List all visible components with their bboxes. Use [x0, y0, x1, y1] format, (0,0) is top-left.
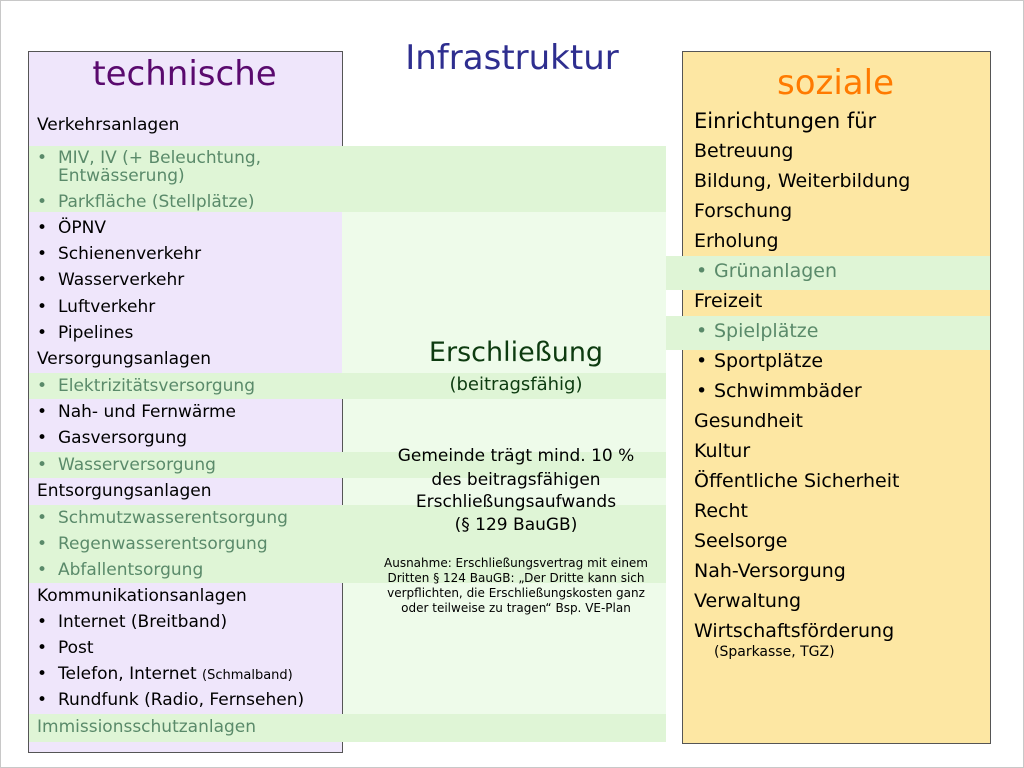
- item-post: Post: [58, 638, 94, 658]
- soziale-subheading: Einrichtungen für: [694, 109, 877, 133]
- item-regenwasser: Regenwasserentsorgung: [58, 534, 268, 554]
- small-line-2: Dritten § 124 BauGB: „Der Dritte kann sich: [387, 571, 645, 585]
- item-erholung: Erholung: [694, 230, 779, 252]
- item-freizeit: Freizeit: [694, 290, 763, 312]
- section-versorgungsanlagen: Versorgungsanlagen: [37, 349, 212, 369]
- section-verkehrsanlagen: Verkehrsanlagen: [37, 115, 180, 135]
- item-verwaltung: Verwaltung: [694, 590, 802, 612]
- item-kultur: Kultur: [694, 440, 751, 462]
- item-spielplaetze: Spielplätze: [714, 320, 819, 342]
- bullet: •: [37, 690, 48, 710]
- bullet: •: [696, 350, 708, 372]
- item-pipelines: Pipelines: [58, 323, 134, 343]
- item-wasserverkehr: Wasserverkehr: [58, 270, 185, 290]
- item-telefon: [58, 664, 293, 684]
- bullet: •: [37, 402, 48, 422]
- bullet: •: [37, 560, 48, 580]
- item-luft: Luftverkehr: [58, 297, 156, 317]
- bullet: •: [37, 297, 48, 317]
- bullet: •: [37, 218, 48, 238]
- item-telefon-small: (Schmalband): [202, 668, 293, 683]
- item-wasserversorgung: Wasserversorgung: [58, 455, 216, 475]
- bullet: •: [37, 244, 48, 264]
- item-forschung: Forschung: [694, 200, 793, 222]
- item-miv: MIV, IV (+ Beleuchtung,: [58, 148, 262, 168]
- item-sportplaetze: Sportplätze: [714, 350, 824, 372]
- bullet: •: [696, 320, 708, 342]
- item-rundfunk: Rundfunk (Radio, Fernsehen): [58, 690, 305, 710]
- item-telefon-label: Telefon, Internet: [58, 664, 197, 684]
- item-oepnv: ÖPNV: [58, 218, 106, 238]
- bullet: •: [37, 428, 48, 448]
- technische-heading: technische: [92, 54, 277, 94]
- item-betreuung: Betreuung: [694, 140, 794, 162]
- bullet: •: [37, 192, 48, 212]
- soziale-heading: soziale: [776, 63, 894, 103]
- item-elektrizitaet: Elektrizitätsversorgung: [58, 376, 255, 396]
- bullet: •: [37, 148, 48, 168]
- item-wirtschaftsfoerderung: Wirtschaftsförderung: [694, 620, 895, 642]
- section-immissionsschutzanlagen: Immissionsschutzanlagen: [37, 717, 257, 737]
- note-line-1: Gemeinde trägt mind. 10 %: [397, 446, 635, 466]
- item-sicherheit: Öffentliche Sicherheit: [694, 470, 900, 492]
- item-schmutzwasser: Schmutzwasserentsorgung: [58, 508, 288, 528]
- item-nah-versorgung: Nah-Versorgung: [694, 560, 846, 582]
- item-gruenanlagen: Grünanlagen: [714, 260, 838, 282]
- bullet: •: [37, 323, 48, 343]
- small-line-3: verpflichten, die Erschließungskosten ganz: [387, 586, 645, 600]
- item-seelsorge: Seelsorge: [694, 530, 788, 552]
- note-line-4: (§ 129 BauGB): [454, 515, 578, 535]
- item-internet: Internet (Breitband): [58, 612, 228, 632]
- item-schiene: Schienenverkehr: [58, 244, 202, 264]
- erschliessung-subheading: (beitragsfähig): [449, 374, 583, 395]
- note-line-2: des beitragsfähigen: [431, 470, 601, 490]
- item-schwimmbaeder: Schwimmbäder: [714, 380, 862, 402]
- bullet: •: [37, 455, 48, 475]
- bullet: •: [37, 270, 48, 290]
- small-line-1: Ausnahme: Erschließungsvertrag mit einem: [384, 556, 648, 570]
- bullet: •: [696, 260, 708, 282]
- note-line-3: Erschließungsaufwands: [415, 492, 617, 512]
- page-title: Infrastruktur: [405, 38, 619, 78]
- bullet: •: [37, 612, 48, 632]
- item-abfall: Abfallentsorgung: [58, 560, 204, 580]
- small-line-4: oder teilweise zu tragen“ Bsp. VE-Plan: [401, 601, 631, 615]
- bullet: •: [37, 508, 48, 528]
- item-recht: Recht: [694, 500, 748, 522]
- section-entsorgungsanlagen: Entsorgungsanlagen: [37, 481, 212, 501]
- item-parkflaeche: Parkfläche (Stellplätze): [58, 192, 255, 212]
- bullet: •: [37, 534, 48, 554]
- item-fernwaerme: Nah- und Fernwärme: [58, 402, 236, 422]
- item-gas: Gasversorgung: [58, 428, 188, 448]
- item-miv-cont: Entwässerung): [58, 166, 185, 186]
- item-bildung: Bildung, Weiterbildung: [694, 170, 911, 192]
- section-kommunikationsanlagen: Kommunikationsanlagen: [37, 586, 247, 606]
- bullet: •: [37, 638, 48, 658]
- erschliessung-heading: Erschließung: [428, 337, 604, 368]
- bullet: •: [37, 664, 48, 684]
- item-gesundheit: Gesundheit: [694, 410, 803, 432]
- item-wirtschaft-small: (Sparkasse, TGZ): [714, 644, 835, 660]
- bullet: •: [37, 376, 48, 396]
- bullet: •: [696, 380, 708, 402]
